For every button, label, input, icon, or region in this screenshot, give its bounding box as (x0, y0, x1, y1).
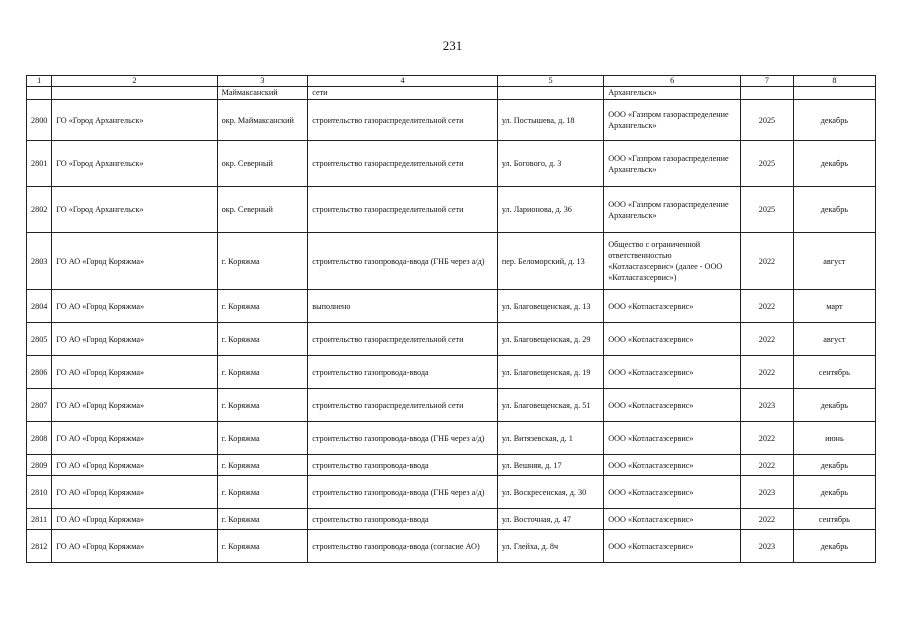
cell-locality: окр. Северный (217, 187, 308, 233)
cell-year: 2022 (741, 509, 794, 530)
cell-row-number: 2811 (27, 509, 52, 530)
cell-month: сентябрь (793, 509, 875, 530)
table-row (27, 455, 876, 476)
cell-municipality: ГО «Город Архангельск» (52, 100, 217, 141)
cell-year: 2022 (741, 233, 794, 290)
cell-work: строительство газораспределительной сети (308, 389, 498, 422)
cell-municipality: ГО АО «Город Коряжма» (52, 530, 217, 563)
cell-municipality: ГО АО «Город Коряжма» (52, 233, 217, 290)
cell-work: строительство газопровода-ввода (308, 455, 498, 476)
cell-municipality: ГО АО «Город Коряжма» (52, 455, 217, 476)
cell-municipality: ГО АО «Город Коряжма» (52, 356, 217, 389)
cell-municipality: ГО АО «Город Коряжма» (52, 323, 217, 356)
cell-organization: ООО «Газпром газораспределение Архангельск» (604, 187, 741, 233)
table-row (27, 141, 876, 187)
cell-address: ул. Восточная, д. 47 (497, 509, 603, 530)
cell-work: строительство газопровода-ввода (согласие АО) (308, 530, 498, 563)
cell-empty (741, 87, 794, 100)
cell-locality: г. Коряжма (217, 476, 308, 509)
cell-address: ул. Благовещенская, д. 29 (497, 323, 603, 356)
cell-organization: ООО «Котласгазсервис» (604, 530, 741, 563)
cell-year: 2025 (741, 187, 794, 233)
cell-address: ул. Благовещенская, д. 51 (497, 389, 603, 422)
cell-year: 2023 (741, 530, 794, 563)
cell-row-number: 2807 (27, 389, 52, 422)
table-row (27, 290, 876, 323)
cell-organization: ООО «Газпром газораспределение Архангельск» (604, 141, 741, 187)
table-row (27, 100, 876, 141)
cell-work: строительство газораспределительной сети (308, 323, 498, 356)
continuation-row (27, 87, 876, 100)
column-number-row (27, 76, 876, 87)
column-number: 7 (741, 76, 794, 87)
cell-month: декабрь (793, 100, 875, 141)
cell-locality: г. Коряжма (217, 422, 308, 455)
cell-organization: ООО «Котласгазсервис» (604, 455, 741, 476)
cell-month: сентябрь (793, 356, 875, 389)
cell-address: ул. Вешняя, д. 17 (497, 455, 603, 476)
cell-row-number: 2805 (27, 323, 52, 356)
cell-month: декабрь (793, 187, 875, 233)
cell-municipality: ГО АО «Город Коряжма» (52, 422, 217, 455)
cell-year: 2022 (741, 290, 794, 323)
cell-row-number: 2806 (27, 356, 52, 389)
table-row (27, 356, 876, 389)
cell-row-number: 2804 (27, 290, 52, 323)
cell-empty (497, 87, 603, 100)
cell-address: пер. Беломорский, д. 13 (497, 233, 603, 290)
cell-row-number: 2800 (27, 100, 52, 141)
cell-locality: окр. Северный (217, 141, 308, 187)
cell-row-number: 2801 (27, 141, 52, 187)
cell-row-number: 2812 (27, 530, 52, 563)
cell-row-number: 2808 (27, 422, 52, 455)
cell-address: ул. Глейха, д. 8ч (497, 530, 603, 563)
cell-empty (793, 87, 875, 100)
cell-organization: ООО «Газпром газораспределение Архангельск» (604, 100, 741, 141)
cell-organization: ООО «Котласгазсервис» (604, 356, 741, 389)
cell-empty (27, 87, 52, 100)
cell-year: 2025 (741, 141, 794, 187)
cell-municipality: ГО «Город Архангельск» (52, 187, 217, 233)
cell-address: ул. Благовещенская, д. 13 (497, 290, 603, 323)
table-row (27, 509, 876, 530)
cell-address: ул. Богового, д. 3 (497, 141, 603, 187)
table-row (27, 530, 876, 563)
cell-municipality: ГО АО «Город Коряжма» (52, 290, 217, 323)
cell-locality: г. Коряжма (217, 233, 308, 290)
cell-work: строительство газопровода-ввода (ГНБ через а/д) (308, 476, 498, 509)
cell-month: декабрь (793, 389, 875, 422)
cell-organization: ООО «Котласгазсервис» (604, 389, 741, 422)
cell-locality: г. Коряжма (217, 389, 308, 422)
cell-organization: ООО «Котласгазсервис» (604, 476, 741, 509)
cell-organization: Общество с ограниченной ответственностью «Котласгазсервис» (далее - ООО «Котласгазсервис») (604, 233, 741, 290)
cell-locality: г. Коряжма (217, 455, 308, 476)
cell-month: август (793, 323, 875, 356)
cell-row-number: 2802 (27, 187, 52, 233)
page-number: 231 (442, 38, 463, 53)
cell-month: декабрь (793, 141, 875, 187)
table-row (27, 323, 876, 356)
cell-municipality: ГО «Город Архангельск» (52, 141, 217, 187)
table-row (27, 389, 876, 422)
cell-work: строительство газопровода-ввода (ГНБ через а/д) (308, 233, 498, 290)
cell-address: ул. Воскресенская, д. 30 (497, 476, 603, 509)
column-number: 4 (308, 76, 498, 87)
cell-month: декабрь (793, 530, 875, 563)
cell-work: выполнено (308, 290, 498, 323)
cell-year: 2022 (741, 422, 794, 455)
table-row (27, 476, 876, 509)
cell-year: 2022 (741, 455, 794, 476)
cell-locality: г. Коряжма (217, 509, 308, 530)
cell-year: 2022 (741, 356, 794, 389)
column-number: 6 (604, 76, 741, 87)
cell-row-number: 2803 (27, 233, 52, 290)
column-number: 8 (793, 76, 875, 87)
table-row (27, 187, 876, 233)
cell-year: 2023 (741, 476, 794, 509)
cell-year: 2025 (741, 100, 794, 141)
table-row (27, 422, 876, 455)
cell-locality: Маймаксанский (217, 87, 308, 100)
cell-month: декабрь (793, 455, 875, 476)
cell-year: 2023 (741, 389, 794, 422)
cell-municipality: ГО АО «Город Коряжма» (52, 389, 217, 422)
cell-locality: окр. Маймаксанский (217, 100, 308, 141)
cell-organization: ООО «Котласгазсервис» (604, 509, 741, 530)
cell-address: ул. Ларионова, д. 36 (497, 187, 603, 233)
column-number: 3 (217, 76, 308, 87)
cell-row-number: 2809 (27, 455, 52, 476)
cell-locality: г. Коряжма (217, 290, 308, 323)
cell-work: строительство газопровода-ввода (308, 356, 498, 389)
cell-work: строительство газопровода-ввода (ГНБ через а/д) (308, 422, 498, 455)
cell-work: строительство газораспределительной сети (308, 187, 498, 233)
column-number: 2 (52, 76, 217, 87)
cell-work: строительство газопровода-ввода (308, 509, 498, 530)
cell-address: ул. Постышева, д. 18 (497, 100, 603, 141)
table-row (27, 233, 876, 290)
cell-locality: г. Коряжма (217, 530, 308, 563)
cell-municipality: ГО АО «Город Коряжма» (52, 509, 217, 530)
cell-address: ул. Витязевская, д. 1 (497, 422, 603, 455)
data-table (26, 75, 876, 563)
cell-organization: ООО «Котласгазсервис» (604, 422, 741, 455)
cell-month: март (793, 290, 875, 323)
cell-month: август (793, 233, 875, 290)
cell-empty (52, 87, 217, 100)
column-number: 1 (27, 76, 52, 87)
cell-year: 2022 (741, 323, 794, 356)
column-number: 5 (497, 76, 603, 87)
cell-organization: ООО «Котласгазсервис» (604, 323, 741, 356)
cell-work: сети (308, 87, 498, 100)
cell-address: ул. Благовещенская, д. 19 (497, 356, 603, 389)
cell-municipality: ГО АО «Город Коряжма» (52, 476, 217, 509)
cell-organization: ООО «Котласгазсервис» (604, 290, 741, 323)
cell-work: строительство газораспределительной сети (308, 141, 498, 187)
cell-locality: г. Коряжма (217, 323, 308, 356)
cell-organization: Архангельск» (604, 87, 741, 100)
cell-month: декабрь (793, 476, 875, 509)
cell-work: строительство газораспределительной сети (308, 100, 498, 141)
cell-row-number: 2810 (27, 476, 52, 509)
cell-locality: г. Коряжма (217, 356, 308, 389)
cell-month: июнь (793, 422, 875, 455)
